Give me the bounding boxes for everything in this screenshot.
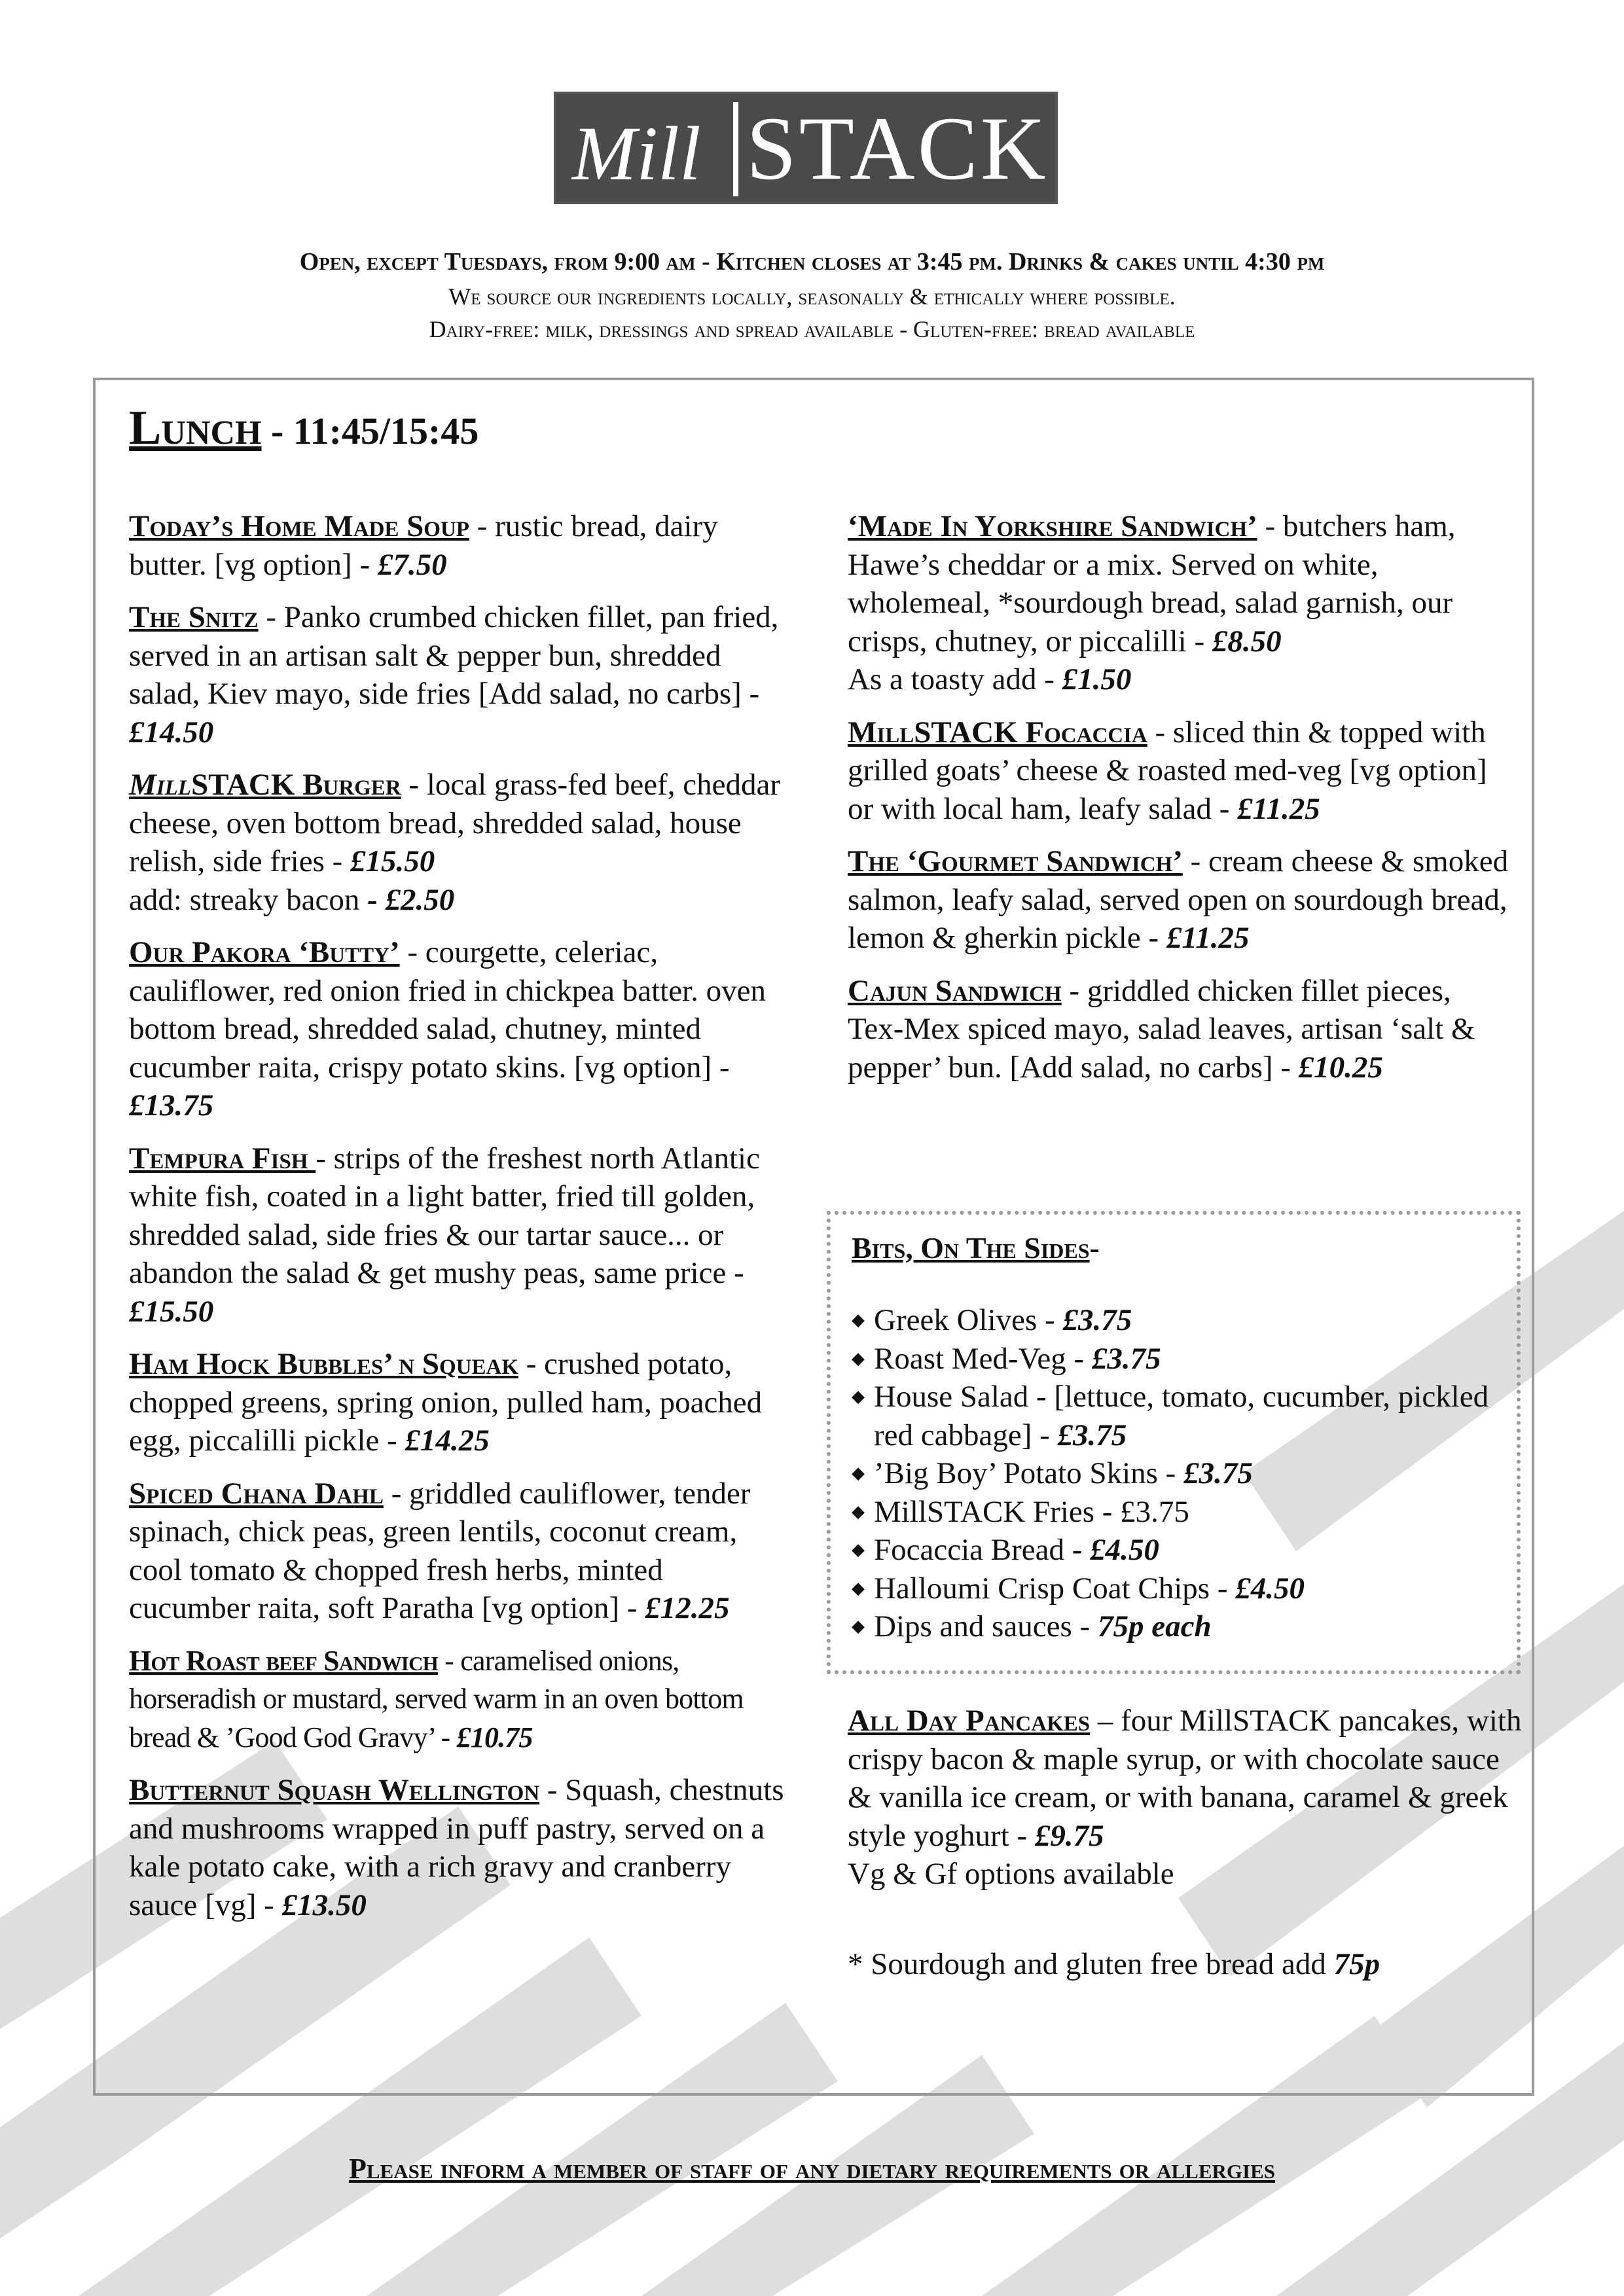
item-extra-price: - £2.50 bbox=[367, 882, 455, 917]
side-price: £4.50 bbox=[1090, 1533, 1159, 1567]
item-name: Butternut Squash Wellington bbox=[129, 1773, 540, 1807]
sourcing-statement: We source our ingredients locally, seasonally & ethically where possible. bbox=[448, 283, 1176, 310]
item-description: - strips of the freshest north Atlantic white fish, coated in a light batter, fried till golden, shredded salad, side fries & our tartar sauce... or abandon the salad & get mushy peas, same price - bbox=[129, 1141, 760, 1290]
logo-mill-text: Mill bbox=[572, 111, 701, 195]
menu-item bbox=[129, 1139, 790, 1331]
menu-item bbox=[129, 507, 790, 584]
item-name: Cajun Sandwich bbox=[848, 973, 1062, 1008]
logo-stack-text: STACK bbox=[746, 98, 1049, 198]
menu-item bbox=[129, 1771, 790, 1924]
item-name: The Snitz bbox=[129, 600, 259, 634]
side-price: £3.75 bbox=[1183, 1456, 1253, 1490]
item-price: £11.25 bbox=[1237, 791, 1320, 826]
side-label: Halloumi Crisp Coat Chips - bbox=[874, 1571, 1236, 1605]
sides-box bbox=[827, 1211, 1521, 1674]
side-item bbox=[852, 1378, 1506, 1454]
item-price: £15.50 bbox=[350, 844, 435, 878]
sourdough-note bbox=[848, 1946, 1380, 1982]
side-item bbox=[852, 1493, 1506, 1532]
side-label: Greek Olives - bbox=[874, 1303, 1063, 1337]
side-item bbox=[852, 1607, 1506, 1646]
sourdough-price: 75p bbox=[1333, 1947, 1380, 1981]
item-name: Our Pakora ‘Butty’ bbox=[129, 935, 400, 969]
lunch-heading bbox=[129, 401, 478, 456]
item-price: £7.50 bbox=[377, 547, 447, 582]
side-item bbox=[852, 1340, 1506, 1378]
item-brand: Mill bbox=[129, 768, 191, 802]
millstack-logo bbox=[554, 92, 1058, 204]
item-price: £10.25 bbox=[1298, 1050, 1383, 1085]
menu-item bbox=[129, 766, 790, 919]
item-description: - caramelised onions, horseradish or mustard, served warm in an oven bottom bread & ’Good God Gravy’ - bbox=[129, 1644, 744, 1753]
logo-divider bbox=[733, 102, 738, 196]
side-price: £3.75 bbox=[1062, 1303, 1132, 1337]
sides-list bbox=[852, 1301, 1506, 1646]
lunch-title: Lunch bbox=[129, 401, 262, 455]
item-extra bbox=[129, 881, 790, 920]
sourdough-text: * Sourdough and gluten free bread add bbox=[848, 1947, 1334, 1981]
sides-title-text: Bits, On The Sides bbox=[852, 1231, 1090, 1265]
item-name-rest: STACK Burger bbox=[190, 768, 401, 802]
sides-title-suffix: - bbox=[1089, 1231, 1100, 1265]
side-item bbox=[852, 1531, 1506, 1570]
allergy-notice: Please inform a member of staff of any dietary requirements or allergies bbox=[348, 2153, 1276, 2185]
item-extra-price: £1.50 bbox=[1062, 662, 1132, 696]
menu-item bbox=[129, 1475, 790, 1628]
item-description: - local grass-fed beef, cheddar cheese, oven bottom bread, shredded salad, house relish, side fries - bbox=[129, 768, 781, 878]
item-description: - griddled cauliflower, tender spinach, chick peas, green lentils, coconut cream, cool tomato & chopped fresh herbs, minted cucumber raita, soft Paratha [vg option] - bbox=[129, 1476, 751, 1625]
item-name: Spiced Chana Dahl bbox=[129, 1476, 384, 1511]
pancakes-item bbox=[848, 1702, 1522, 1893]
item-price: £11.25 bbox=[1166, 921, 1250, 955]
item-price: £15.50 bbox=[129, 1294, 214, 1329]
item-price: £10.75 bbox=[456, 1721, 533, 1753]
side-price: £3.75 bbox=[1057, 1418, 1127, 1452]
item-description: - cream cheese & smoked salmon, leafy salad, served open on sourdough bread, lemon & gherkin pickle - bbox=[848, 844, 1509, 955]
item-description: - crushed potato, chopped greens, spring onion, pulled ham, poached egg, piccalilli pickle - bbox=[129, 1347, 763, 1458]
lunch-times: - 11:45/15:45 bbox=[261, 410, 479, 452]
item-description: - Squash, chestnuts and mushrooms wrapped in puff pastry, served on a kale potato cake, with a rich gravy and cranberry sauce [vg] - bbox=[129, 1773, 784, 1922]
menu-item bbox=[129, 1642, 790, 1757]
item-name bbox=[129, 768, 401, 802]
menu-item bbox=[129, 933, 790, 1125]
side-item bbox=[852, 1301, 1506, 1340]
side-label: Roast Med-Veg - bbox=[874, 1341, 1092, 1376]
item-description: - courgette, celeriac, cauliflower, red onion fried in chickpea batter. oven bottom bread, shredded salad, chutney, minted cucumber raita, crispy potato skins. [vg option] - bbox=[129, 935, 766, 1085]
menu-item bbox=[848, 713, 1509, 829]
item-price: £8.50 bbox=[1212, 624, 1282, 658]
item-name: Tempura Fish bbox=[129, 1141, 316, 1175]
item-price: £14.50 bbox=[129, 715, 214, 749]
menu-item bbox=[848, 842, 1509, 958]
item-name: The ‘Gourmet Sandwich’ bbox=[848, 844, 1183, 878]
item-description: - Panko crumbed chicken fillet, pan fried, served in an artisan salt & pepper bun, shredded salad, Kiev mayo, side fries [Add salad, no carbs] - bbox=[129, 600, 779, 711]
menu-item bbox=[848, 507, 1509, 699]
side-label: Focaccia Bread - bbox=[874, 1533, 1091, 1567]
item-name: Today’s Home Made Soup bbox=[129, 509, 469, 543]
side-item bbox=[852, 1454, 1506, 1493]
item-name: ‘Made In Yorkshire Sandwich’ bbox=[848, 509, 1257, 543]
item-price: £12.25 bbox=[645, 1591, 730, 1625]
side-item bbox=[852, 1570, 1506, 1608]
item-description: - sliced thin & topped with grilled goats’ cheese & roasted med-veg [vg option] or with local ham, leafy salad - bbox=[848, 715, 1487, 826]
item-extra-label: add: streaky bacon bbox=[129, 882, 368, 917]
item-description: - butchers ham, Hawe’s cheddar or a mix. Served on white, wholemeal, *sourdough bread, salad garnish, our crisps, chutney, or piccalilli - bbox=[848, 509, 1456, 658]
pancakes-note: Vg & Gf options available bbox=[848, 1857, 1174, 1891]
sides-title bbox=[852, 1230, 1100, 1265]
pancakes-price: £9.75 bbox=[1034, 1818, 1104, 1853]
item-price: £14.25 bbox=[405, 1424, 490, 1458]
menu-left-column bbox=[129, 507, 790, 1939]
menu-right-column bbox=[848, 507, 1509, 1101]
side-label: Dips and sauces - bbox=[874, 1609, 1098, 1643]
pancakes-description: – four MillSTACK pancakes, with crispy bacon & maple syrup, or with chocolate sauce & vanilla ice cream, or with banana, caramel & greek style yoghurt - bbox=[848, 1704, 1522, 1853]
opening-hours: Open, except Tuesdays, from 9:00 am - Kitchen closes at 3:45 pm. Drinks & cakes until 4:30 pm bbox=[299, 248, 1325, 276]
side-label: House Salad - [lettuce, tomato, cucumber, pickled red cabbage] - bbox=[874, 1380, 1489, 1452]
side-label: MillSTACK Fries - £3.75 bbox=[874, 1494, 1189, 1529]
pancakes-name: All Day Pancakes bbox=[848, 1704, 1091, 1738]
item-name: Ham Hock Bubbles’ n Squeak bbox=[129, 1347, 518, 1381]
side-price: £3.75 bbox=[1091, 1341, 1161, 1376]
side-label: ’Big Boy’ Potato Skins - bbox=[874, 1456, 1184, 1490]
item-extra-label: As a toasty add - bbox=[848, 662, 1062, 696]
menu-item bbox=[129, 1345, 790, 1460]
item-price: £13.75 bbox=[129, 1088, 214, 1122]
side-price: £4.50 bbox=[1235, 1571, 1305, 1605]
item-price: £13.50 bbox=[281, 1888, 367, 1922]
item-extra bbox=[848, 660, 1509, 699]
item-name: MillSTACK Focaccia bbox=[848, 715, 1147, 749]
item-description: - rustic bread, dairy butter. [vg option] - bbox=[129, 509, 718, 582]
menu-item bbox=[129, 598, 790, 751]
menu-item bbox=[848, 972, 1509, 1087]
item-description: - griddled chicken fillet pieces, Tex-Mex spiced mayo, salad leaves, artisan ‘salt & pepper’ bun. [Add salad, no carbs] - bbox=[848, 973, 1475, 1085]
item-name: Hot Roast beef Sandwich bbox=[129, 1644, 438, 1677]
side-price: 75p each bbox=[1097, 1609, 1212, 1643]
mill-logo-mark bbox=[568, 103, 738, 195]
dietary-options: Dairy-free: milk, dressings and spread available - Gluten-free: bread available bbox=[429, 316, 1195, 342]
